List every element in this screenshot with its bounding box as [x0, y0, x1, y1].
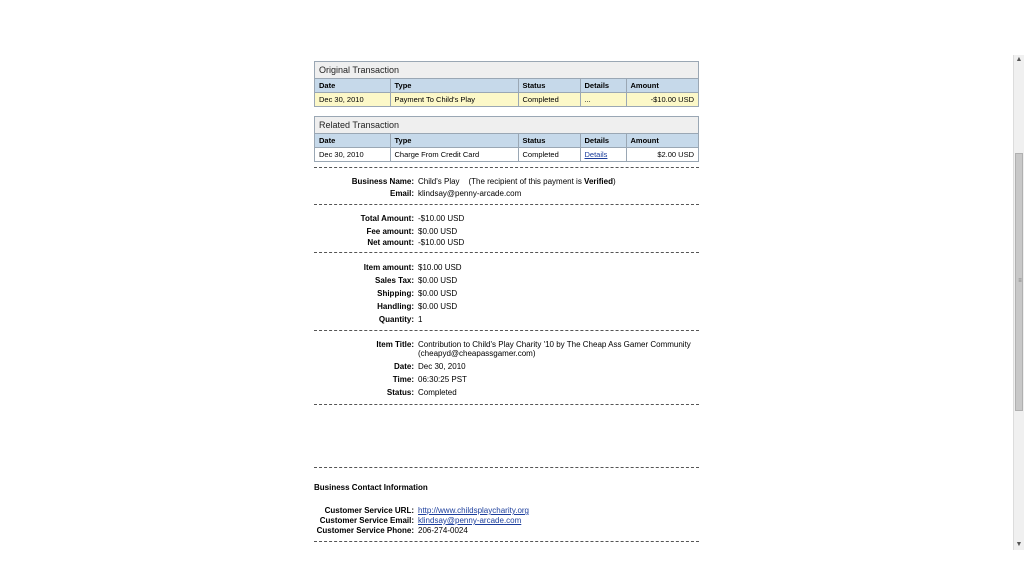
scroll-thumb[interactable]: [1015, 153, 1023, 411]
service-url-link[interactable]: http://www.childsplaycharity.org: [418, 506, 530, 515]
item-amount-label: Item amount:: [363, 263, 414, 272]
net-amount: -$10.00 USD: [418, 238, 465, 247]
divider: [314, 541, 699, 542]
col-details: Details: [580, 134, 626, 148]
item-title-label: Item Title:: [376, 340, 414, 349]
table-header-row: [315, 79, 698, 93]
service-phone: 206-274-0024: [418, 526, 468, 535]
cell-amount: $2.00 USD: [657, 150, 694, 159]
col-details: Details: [580, 79, 626, 93]
item-time: 06:30:25 PST: [418, 375, 467, 384]
col-amount: Amount: [626, 79, 698, 93]
grip-icon: ≡: [1018, 278, 1022, 284]
item-amounts-section: [314, 253, 699, 330]
total-amount: -$10.00 USD: [418, 214, 465, 223]
col-type: Type: [390, 134, 518, 148]
service-phone-label: Customer Service Phone:: [316, 526, 414, 535]
item-amount: $10.00 USD: [418, 263, 462, 272]
status-label: Status:: [386, 388, 414, 397]
cell-type: Charge From Credit Card: [390, 148, 518, 162]
cell-amount: -$10.00 USD: [626, 93, 698, 107]
original-transaction-title: Original Transaction: [315, 62, 698, 79]
item-info-section: [314, 331, 699, 403]
quantity: 1: [418, 315, 423, 324]
vertical-scrollbar[interactable]: [1013, 55, 1024, 550]
table-row: [315, 93, 698, 107]
item-status: Completed: [418, 388, 457, 397]
cell-details: [580, 148, 626, 162]
business-contact-section: [314, 483, 699, 536]
net-amount-label: Net amount:: [367, 238, 414, 247]
quantity-label: Quantity:: [378, 315, 414, 324]
business-email: klindsay@penny-arcade.com: [418, 189, 522, 198]
scroll-up-icon[interactable]: ▲: [1015, 56, 1023, 63]
business-name-label: Business Name:: [351, 177, 414, 186]
date-label: Date:: [393, 362, 414, 371]
business-name: Child's Play: [418, 177, 460, 186]
verified-suffix: ): [612, 177, 616, 186]
item-date: Dec 30, 2010: [418, 362, 466, 371]
cell-status: Completed: [518, 93, 580, 107]
totals-section: [314, 205, 699, 252]
col-date: Date: [315, 134, 390, 148]
total-amount-label: Total Amount:: [360, 214, 414, 223]
sales-tax: $0.00 USD: [418, 276, 458, 285]
table-header-row: [315, 134, 698, 148]
divider: [314, 467, 699, 468]
col-status: Status: [518, 134, 580, 148]
related-transaction-title: Related Transaction: [315, 117, 698, 134]
cell-date: Dec 30, 2010: [315, 148, 390, 162]
cell-type: Payment To Child's Play: [390, 93, 518, 107]
time-label: Time:: [392, 375, 414, 384]
cell-date: Dec 30, 2010: [315, 93, 390, 107]
col-type: Type: [390, 79, 518, 93]
shipping: $0.00 USD: [418, 289, 458, 298]
scroll-down-icon[interactable]: ▼: [1015, 541, 1023, 548]
verified-status: Verified: [584, 177, 613, 186]
original-transaction-table: [314, 61, 699, 107]
details-link[interactable]: Details: [584, 150, 608, 159]
service-url-label: Customer Service URL:: [324, 506, 414, 515]
service-email-link[interactable]: klindsay@penny-arcade.com: [418, 516, 522, 525]
fee-amount-label: Fee amount:: [366, 227, 414, 236]
cell-details: ...: [580, 93, 626, 107]
email-label: Email:: [389, 189, 414, 198]
cell-status: Completed: [518, 148, 580, 162]
item-title: Contribution to Child's Play Charity '10 by The Cheap Ass Gamer Community (cheapyd@cheapassgamer.com): [418, 340, 691, 358]
sales-tax-label: Sales Tax:: [375, 276, 414, 285]
handling-label: Handling:: [377, 302, 414, 311]
table-row: [315, 148, 698, 162]
blank-area: [314, 405, 699, 467]
fee-amount: $0.00 USD: [418, 227, 458, 236]
service-email-label: Customer Service Email:: [319, 516, 414, 525]
handling: $0.00 USD: [418, 302, 458, 311]
related-transaction-table: [314, 116, 699, 162]
col-amount: Amount: [626, 134, 698, 148]
col-status: Status: [518, 79, 580, 93]
contact-heading: Business Contact Information: [314, 483, 428, 492]
business-section: [314, 168, 699, 204]
shipping-label: Shipping:: [377, 289, 414, 298]
transaction-details: [314, 61, 699, 542]
col-date: Date: [315, 79, 390, 93]
verified-prefix: (The recipient of this payment is: [468, 177, 585, 186]
